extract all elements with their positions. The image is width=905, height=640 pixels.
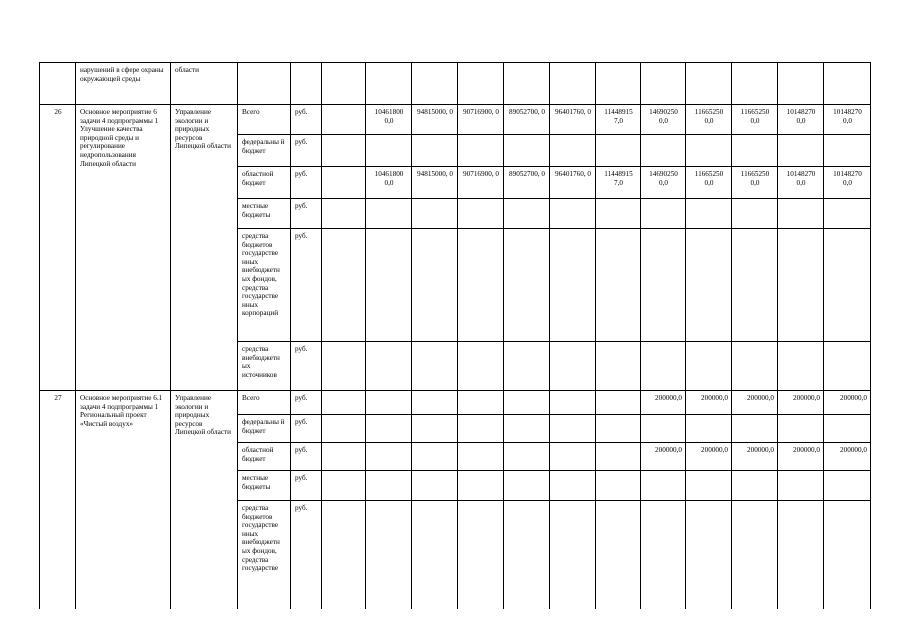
amount-cell	[504, 199, 550, 229]
executor: Управление экологии и природных ресурсов Липецкой области	[171, 105, 238, 391]
amount-cell	[504, 443, 550, 471]
funding-source: областной бюджет	[238, 443, 291, 471]
amount-cell: 10148270 0,0	[778, 167, 824, 199]
amount-cell	[504, 135, 550, 167]
amount-cell	[596, 471, 641, 501]
amount-cell: 94815000, 0	[412, 105, 458, 135]
table-row	[40, 105, 871, 135]
amount-cell	[596, 415, 641, 443]
unit: руб.	[291, 443, 322, 471]
event-description: нарушений в сфере охраны окружающей среды	[76, 63, 171, 105]
amount-cell: 89052700, 0	[504, 167, 550, 199]
row-number: 27	[40, 391, 76, 621]
amount-cell	[596, 501, 641, 621]
event-description: Основное мероприятие 6.1 задачи 4 подпрограммы 1 Региональный проект «Чистый воздух»	[76, 391, 171, 621]
amount-cell	[686, 199, 732, 229]
amount-cell	[686, 415, 732, 443]
amount-cell	[322, 391, 366, 415]
amount-cell	[596, 391, 641, 415]
amount-cell	[412, 135, 458, 167]
amount-cell	[641, 342, 686, 391]
amount-cell	[458, 229, 504, 342]
amount-cell	[412, 471, 458, 501]
amount-cell: 94815000, 0	[412, 167, 458, 199]
amount-cell	[824, 342, 871, 391]
funding-source: местные бюджеты	[238, 471, 291, 501]
amount-cell	[366, 229, 412, 342]
row-number	[40, 63, 76, 105]
unit: руб.	[291, 471, 322, 501]
amount-cell	[412, 443, 458, 471]
amount-cell: 10461800 0,0	[366, 105, 412, 135]
budget-table	[39, 62, 871, 621]
funding-source: местные бюджеты	[238, 199, 291, 229]
amount-cell	[641, 135, 686, 167]
amount-cell	[412, 342, 458, 391]
amount-cell	[322, 501, 366, 621]
amount-cell: 200000,0	[641, 443, 686, 471]
table-row	[40, 63, 871, 105]
funding-source: федеральны й бюджет	[238, 135, 291, 167]
amount-cell	[366, 391, 412, 415]
amount-cell	[366, 199, 412, 229]
amount-cell: 10148270 0,0	[824, 105, 871, 135]
funding-source: средства бюджетов государстве нных внебюджетн ых фондов, средства государстве	[238, 501, 291, 621]
amount-cell	[550, 229, 596, 342]
amount-cell	[458, 501, 504, 621]
amount-cell	[824, 415, 871, 443]
amount-cell	[458, 415, 504, 443]
amount-cell	[778, 471, 824, 501]
amount-cell	[412, 415, 458, 443]
amount-cell	[550, 471, 596, 501]
amount-cell	[596, 229, 641, 342]
amount-cell: 200000,0	[778, 391, 824, 415]
amount-cell	[824, 199, 871, 229]
amount-cell: 11665250 0,0	[686, 167, 732, 199]
amount-cell	[732, 229, 778, 342]
amount-cell	[322, 229, 366, 342]
amount-cell	[504, 501, 550, 621]
amount-cell: 90716900, 0	[458, 167, 504, 199]
unit: руб.	[291, 167, 322, 199]
amount-cell	[366, 135, 412, 167]
amount-cell	[322, 199, 366, 229]
amount-cell	[550, 501, 596, 621]
amount-cell: 200000,0	[824, 391, 871, 415]
amount-cell: 10148270 0,0	[824, 167, 871, 199]
amount-cell: 200000,0	[732, 391, 778, 415]
amount-cell	[412, 229, 458, 342]
amount-cell	[458, 471, 504, 501]
amount-cell	[824, 501, 871, 621]
amount-cell: 11665250 0,0	[732, 167, 778, 199]
amount-cell	[550, 199, 596, 229]
funding-source: средства бюджетов государстве нных внебюджетн ых фондов, средства государстве нных корпораций	[238, 229, 291, 342]
amount-cell	[322, 105, 366, 135]
amount-cell	[458, 391, 504, 415]
amount-cell	[686, 501, 732, 621]
amount-cell	[732, 135, 778, 167]
funding-source: областной бюджет	[238, 167, 291, 199]
amount-cell	[504, 391, 550, 415]
page-bottom-margin	[0, 609, 905, 640]
event-description: Основное мероприятие 6 задачи 4 подпрограммы 1 Улучшение качества природной среды и регулирование недропользования Липецкой области	[76, 105, 171, 391]
amount-cell: 11665250 0,0	[732, 105, 778, 135]
unit: руб.	[291, 415, 322, 443]
unit: руб.	[291, 342, 322, 391]
unit: руб.	[291, 199, 322, 229]
amount-cell	[322, 135, 366, 167]
amount-cell: 90716900, 0	[458, 105, 504, 135]
amount-cell	[596, 199, 641, 229]
amount-cell	[366, 471, 412, 501]
amount-cell: 96401760, 0	[550, 167, 596, 199]
amount-cell	[412, 199, 458, 229]
amount-cell	[458, 342, 504, 391]
amount-cell	[366, 415, 412, 443]
amount-cell	[732, 199, 778, 229]
amount-cell	[778, 199, 824, 229]
funding-source: средства внебюджетн ых источников	[238, 342, 291, 391]
amount-cell: 11448915 7,0	[596, 105, 641, 135]
unit: руб.	[291, 229, 322, 342]
row-number: 26	[40, 105, 76, 391]
amount-cell	[504, 471, 550, 501]
amount-cell: 10461800 0,0	[366, 167, 412, 199]
amount-cell	[322, 342, 366, 391]
amount-cell	[732, 415, 778, 443]
amount-cell: 200000,0	[824, 443, 871, 471]
amount-cell	[458, 443, 504, 471]
amount-cell	[778, 135, 824, 167]
funding-source: Всего	[238, 391, 291, 415]
amount-cell	[641, 471, 686, 501]
amount-cell	[322, 167, 366, 199]
amount-cell	[596, 443, 641, 471]
amount-cell	[778, 342, 824, 391]
unit: руб.	[291, 135, 322, 167]
amount-cell	[322, 415, 366, 443]
executor: области	[171, 63, 238, 105]
amount-cell	[778, 501, 824, 621]
amount-cell	[550, 342, 596, 391]
amount-cell	[641, 501, 686, 621]
amount-cell	[504, 229, 550, 342]
amount-cell	[412, 501, 458, 621]
table-row	[40, 391, 871, 415]
amount-cell	[824, 229, 871, 342]
amount-cell	[550, 415, 596, 443]
amount-cell: 14690250 0,0	[641, 167, 686, 199]
amount-cell	[778, 229, 824, 342]
amount-cell: 200000,0	[778, 443, 824, 471]
amount-cell	[732, 342, 778, 391]
amount-cell: 11665250 0,0	[686, 105, 732, 135]
funding-source: Всего	[238, 105, 291, 135]
amount-cell	[596, 135, 641, 167]
amount-cell	[504, 342, 550, 391]
amount-cell	[504, 415, 550, 443]
amount-cell: 200000,0	[732, 443, 778, 471]
amount-cell	[458, 199, 504, 229]
amount-cell: 14690250 0,0	[641, 105, 686, 135]
amount-cell: 96401760, 0	[550, 105, 596, 135]
amount-cell	[686, 471, 732, 501]
amount-cell	[732, 501, 778, 621]
funding-source: федеральны й бюджет	[238, 415, 291, 443]
amount-cell	[778, 415, 824, 443]
amount-cell	[322, 471, 366, 501]
unit: руб.	[291, 501, 322, 621]
amount-cell: 11448915 7,0	[596, 167, 641, 199]
amount-cell	[686, 342, 732, 391]
amount-cell	[732, 471, 778, 501]
amount-cell	[550, 391, 596, 415]
amount-cell	[366, 501, 412, 621]
amount-cell	[366, 342, 412, 391]
amount-cell	[550, 443, 596, 471]
amount-cell	[824, 471, 871, 501]
amount-cell: 200000,0	[686, 391, 732, 415]
amount-cell	[366, 443, 412, 471]
amount-cell	[641, 415, 686, 443]
amount-cell: 10148270 0,0	[778, 105, 824, 135]
amount-cell	[686, 135, 732, 167]
amount-cell	[641, 199, 686, 229]
amount-cell: 200000,0	[641, 391, 686, 415]
amount-cell	[550, 135, 596, 167]
unit: руб.	[291, 391, 322, 415]
executor: Управление экологии и природных ресурсов Липецкой области	[171, 391, 238, 621]
amount-cell: 89052700, 0	[504, 105, 550, 135]
unit: руб.	[291, 105, 322, 135]
amount-cell	[824, 135, 871, 167]
amount-cell	[322, 443, 366, 471]
amount-cell	[596, 342, 641, 391]
amount-cell	[641, 229, 686, 342]
amount-cell	[686, 229, 732, 342]
amount-cell	[412, 391, 458, 415]
amount-cell	[458, 135, 504, 167]
amount-cell: 200000,0	[686, 443, 732, 471]
